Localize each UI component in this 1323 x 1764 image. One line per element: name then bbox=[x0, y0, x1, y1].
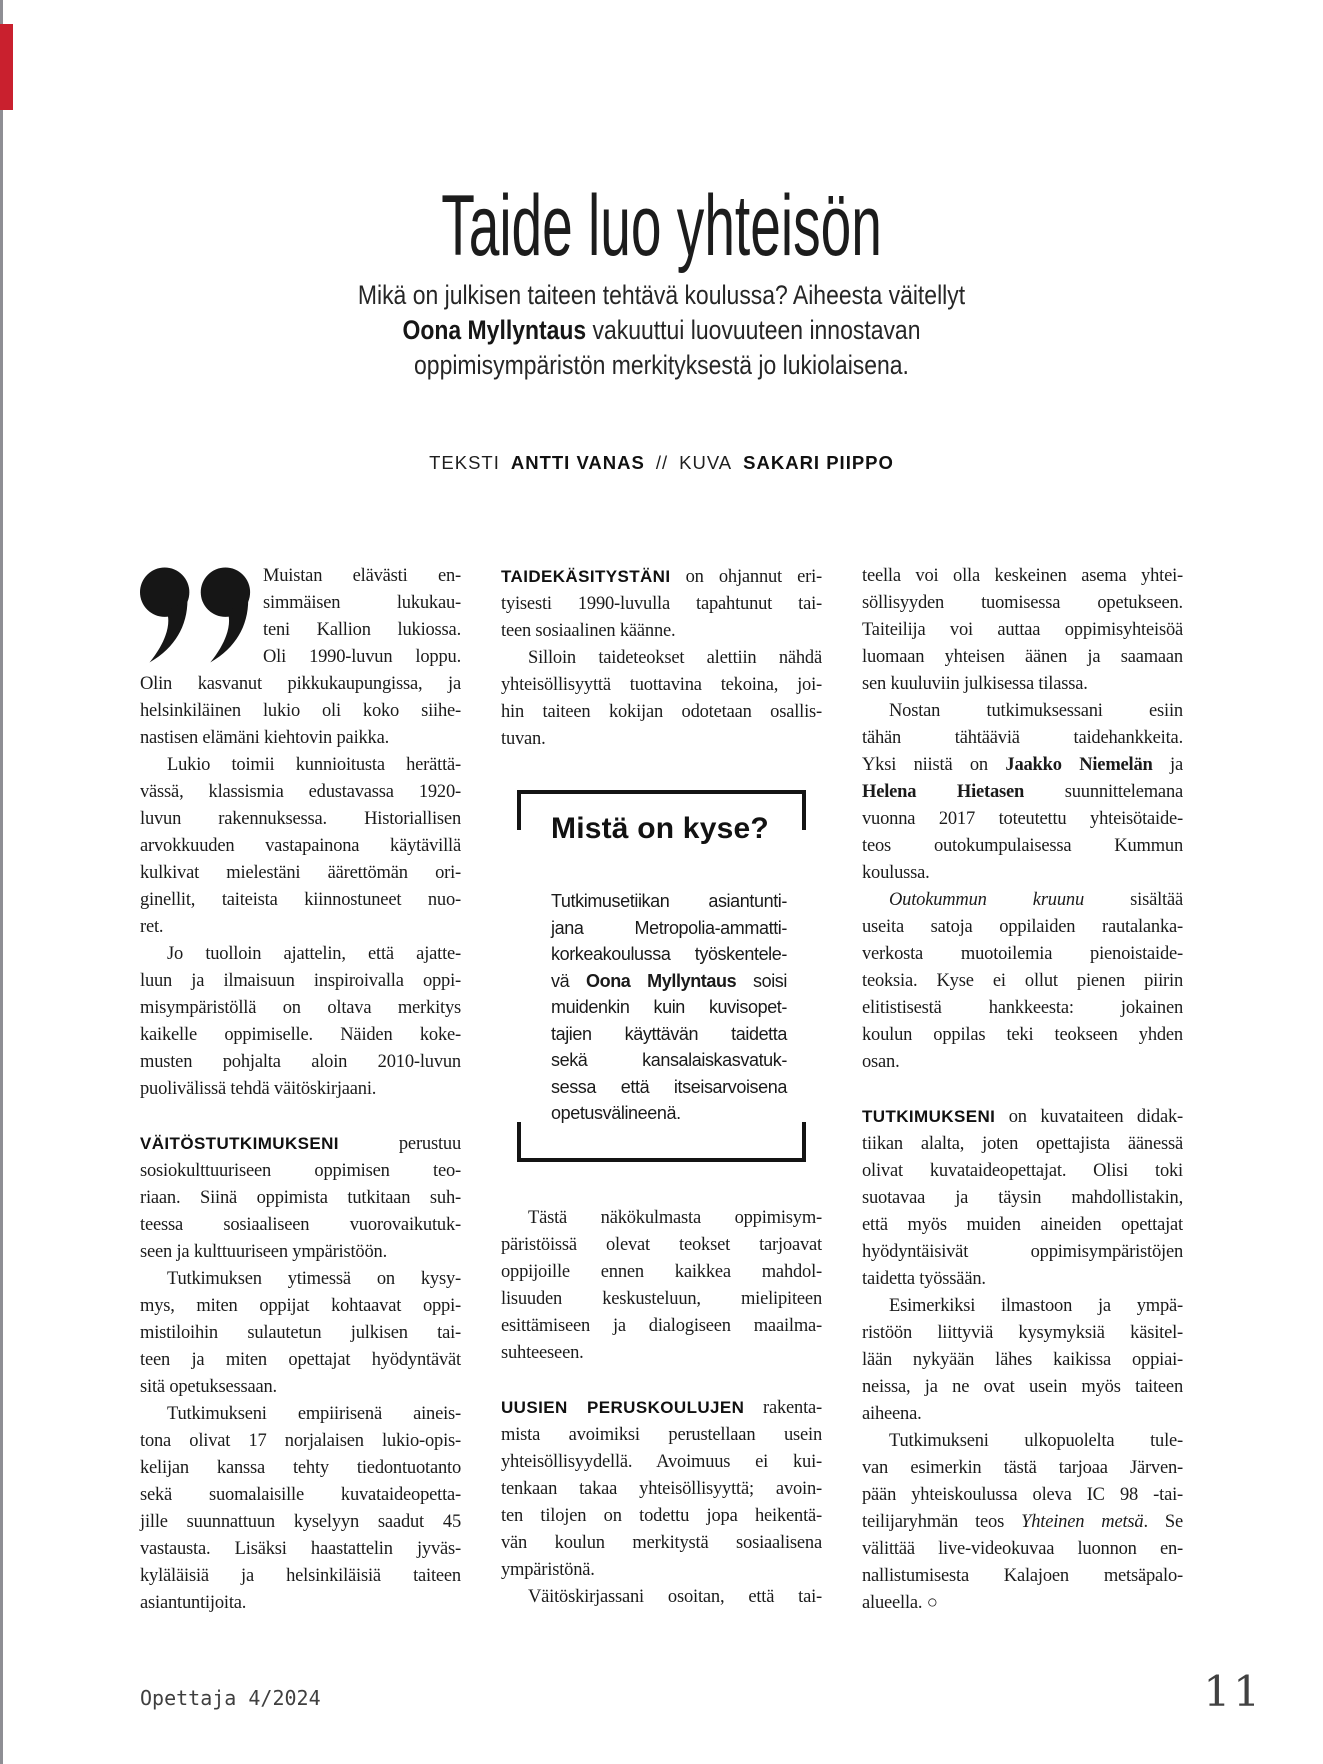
body-line: Jo tuolloin ajattelin, että ajatte- bbox=[167, 944, 461, 964]
info-box-line: Tutkimusetiikan asiantunti- bbox=[551, 891, 787, 911]
paragraph bbox=[862, 563, 1183, 698]
paragraph bbox=[140, 941, 461, 1103]
body-line: luun ja ilmaisuun inspiroivalla oppi- bbox=[140, 971, 461, 991]
info-box-line: sessa että itseisarvoisena bbox=[551, 1076, 787, 1097]
paragraph bbox=[862, 1103, 1183, 1293]
body-line: yhteisöllisyyttä tuottavina tekoina, joi- bbox=[501, 675, 822, 695]
body-line: tyisesti 1990-luvulla tapahtunut tai- bbox=[501, 594, 822, 614]
body-line: simmäisen lukukau- bbox=[263, 593, 461, 613]
body-line: seen ja kulttuuriseen ympäristöön. bbox=[140, 1242, 388, 1262]
body-line: mista avoimiksi perustellaan usein bbox=[501, 1425, 822, 1445]
byline-photo-label: KUVA bbox=[679, 452, 733, 473]
body-line: ten tilojen on todettu jopa heikentä- bbox=[501, 1506, 822, 1526]
body-line: jille suunnattuun kyselyyn saadut 45 bbox=[140, 1512, 461, 1532]
body-line: Tutkimukseni empiirisenä aineis- bbox=[167, 1404, 461, 1424]
body-line: nastisen elämäni kiehtovin paikka. bbox=[140, 728, 390, 748]
body-line: Olin kasvanut pikkukaupungissa, ja bbox=[140, 674, 461, 694]
info-box-corner bbox=[517, 790, 521, 830]
info-box-corner bbox=[517, 1122, 521, 1162]
body-line: ristöön liittyviä kysymyksiä käsitel- bbox=[862, 1323, 1183, 1343]
body-line: vuonna 2017 toteutettu yhteisötaide- bbox=[862, 809, 1183, 829]
body-line: verkosta muotoilemia pienoistaide- bbox=[862, 944, 1183, 964]
body-line: osan. bbox=[862, 1052, 900, 1072]
body-line: teos outokumpulaisessa Kummun bbox=[862, 836, 1183, 856]
column-2-top bbox=[501, 563, 822, 753]
info-box bbox=[517, 790, 806, 1162]
byline-author: ANTTI VANAS bbox=[510, 452, 645, 473]
body-line: kelijan kanssa tehty tiedontuotanto bbox=[140, 1458, 461, 1478]
page-number: 11 bbox=[1203, 1667, 1263, 1716]
article-header bbox=[238, 168, 1085, 284]
body-line: Lukio toimii kunnioitusta herättä- bbox=[167, 755, 461, 775]
body-line: luvun rakennuksessa. Historiallisen bbox=[140, 809, 461, 829]
column-3 bbox=[862, 563, 1183, 1617]
body-line: söllisyyden tuomisessa opetukseen. bbox=[862, 593, 1183, 613]
body-line: VÄITÖSTUTKIMUKSENI perustuu bbox=[140, 1134, 461, 1154]
info-box-body bbox=[551, 888, 787, 1127]
paragraph bbox=[862, 698, 1183, 887]
body-line: van esimerkin tästä tarjoaa Järven- bbox=[862, 1458, 1183, 1478]
section-red-tab bbox=[0, 24, 13, 110]
paragraph bbox=[140, 1130, 461, 1266]
body-line: asiantuntijoita. bbox=[140, 1593, 247, 1613]
info-box-corner bbox=[802, 1122, 806, 1162]
body-line: elitistisestä hankkeesta: jokainen bbox=[862, 998, 1183, 1018]
info-box-line: korkeakoulussa työskentele- bbox=[551, 944, 787, 964]
body-line: taidetta työssään. bbox=[862, 1269, 986, 1289]
page-edge-line bbox=[0, 0, 3, 1764]
body-line: esittämiseen ja dialogiseen maailma- bbox=[501, 1316, 822, 1336]
body-line: useita satoja oppilaiden rautalanka- bbox=[862, 917, 1183, 937]
paragraph bbox=[140, 1401, 461, 1617]
body-line: Nostan tutkimuksessani esiin bbox=[889, 701, 1183, 721]
body-line: tona olivat 17 norjalaisen lukio-opis- bbox=[140, 1431, 461, 1451]
body-line: Väitöskirjassani osoitan, että tai- bbox=[528, 1587, 822, 1607]
body-line: arvokkuuden vastapainona käytävillä bbox=[140, 836, 461, 856]
body-line: kyläläisiä ja helsinkiläisiä taiteen bbox=[140, 1566, 461, 1586]
body-line: vastausta. Lisäksi haastattelin jyväs- bbox=[140, 1539, 461, 1559]
byline-text-label: TEKSTI bbox=[429, 452, 500, 473]
info-box-line: vä Oona Myllyntaus soisi bbox=[551, 970, 788, 991]
body-line: luomaan yhteisen äänen ja saamaan bbox=[862, 647, 1183, 667]
paragraph bbox=[862, 887, 1183, 1076]
body-line: kulkivat mielestäni äärettömän ori- bbox=[140, 863, 461, 883]
body-line: musten pohjalta aloin 2010-luvun bbox=[140, 1052, 461, 1072]
body-line: tenkaan takaa yhteisöllisyyttä; avoin- bbox=[501, 1479, 822, 1499]
body-line: yhteisöllisyydellä. Avoimuus ei kui- bbox=[501, 1452, 822, 1472]
body-line: teen ja miten opettajat hyödyntävät bbox=[140, 1350, 461, 1370]
body-line: tähän tähtääviä taidehankkeita. bbox=[862, 728, 1183, 748]
body-line: TUTKIMUKSENI on kuvataiteen didak- bbox=[862, 1107, 1183, 1127]
body-line: teella voi olla keskeinen asema yhtei- bbox=[862, 566, 1183, 586]
paragraph bbox=[501, 563, 822, 645]
column-2-bottom bbox=[501, 1205, 822, 1611]
standfirst-line: Mikä on julkisen taiteen tehtävä koulussa? Aiheesta väitellyt bbox=[357, 280, 966, 310]
body-line: aiheena. bbox=[862, 1404, 922, 1424]
body-line: suhteeseen. bbox=[501, 1343, 584, 1363]
body-line: sosiokulttuuriseen oppimisen teo- bbox=[140, 1161, 461, 1181]
byline-photographer: SAKARI PIIPPO bbox=[743, 452, 894, 473]
paragraph bbox=[501, 1205, 822, 1367]
body-line: Yksi niistä on Jaakko Niemelän ja bbox=[862, 755, 1183, 775]
body-line: Tästä näkökulmasta oppimisym- bbox=[528, 1208, 822, 1228]
standfirst-line: Oona Myllyntaus vakuuttui luovuuteen innostavan bbox=[402, 315, 921, 345]
pull-quote-icon bbox=[140, 563, 263, 671]
body-line: nallistumisesta Kalajoen metsäpalo- bbox=[862, 1566, 1183, 1586]
byline-separator: // bbox=[655, 452, 669, 473]
body-line: ret. bbox=[140, 917, 164, 937]
body-line: Taiteilija voi auttaa oppimisyhteisöä bbox=[862, 620, 1183, 640]
body-line: teoksia. Kyse ei ollut pienen piirin bbox=[862, 971, 1183, 991]
body-line: puolivälissä tehdä väitöskirjaani. bbox=[140, 1079, 377, 1099]
body-line: mistiloihin sulautetun julkisen tai- bbox=[140, 1323, 461, 1343]
body-line: teen sosiaalinen käänne. bbox=[501, 621, 676, 641]
body-line: Helena Hietasen suunnittelemana bbox=[862, 782, 1184, 802]
body-line: sekä suomalaisille kuvataideopetta- bbox=[140, 1485, 461, 1505]
page-title: Taide luo yhteisön bbox=[441, 178, 882, 274]
body-line: oppijoille ennen kaikkea mahdol- bbox=[501, 1262, 822, 1282]
body-line: Silloin taideteokset alettiin nähdä bbox=[528, 648, 822, 668]
body-line: pään yhteiskoulussa oleva IC 98 -tai- bbox=[862, 1485, 1183, 1505]
body-line: Oli 1990-luvun loppu. bbox=[263, 647, 461, 667]
column-1 bbox=[140, 563, 461, 1617]
info-box-line: opetusvälineenä. bbox=[551, 1103, 681, 1123]
standfirst-line: oppimisympäristön merkityksestä jo lukiolaisena. bbox=[414, 350, 909, 380]
body-line: misympäristöllä on oltava merkitys bbox=[140, 998, 461, 1018]
body-line: helsinkiläinen lukio oli koko siihe- bbox=[140, 701, 461, 721]
info-box-line: jana Metropolia-ammatti- bbox=[551, 917, 787, 938]
body-line: TAIDEKÄSITYSTÄNI on ohjannut eri- bbox=[501, 567, 822, 587]
info-box-line: muidenkin kuin kuvisopet- bbox=[551, 997, 787, 1017]
byline bbox=[0, 450, 1323, 476]
paragraph bbox=[501, 1394, 822, 1584]
body-line: ginellit, taiteista kiinnostuneet nuo- bbox=[140, 890, 461, 910]
body-line: tiikan alalta, joten opettajista äänessä bbox=[862, 1134, 1183, 1154]
lead-in-word: TUTKIMUKSENI bbox=[862, 1107, 996, 1126]
info-box-title: Mistä on kyse? bbox=[551, 812, 769, 845]
body-line: riaan. Siinä oppimista tutkitaan suh- bbox=[140, 1188, 461, 1208]
body-line: hyödyntäisivät oppimisympäristöjen bbox=[862, 1242, 1183, 1262]
body-line: teilijaryhmän teos Yhteinen metsä. Se bbox=[862, 1512, 1184, 1532]
info-box-border-top bbox=[517, 790, 806, 794]
body-line: ympäristönä. bbox=[501, 1560, 595, 1580]
lead-in-word: VÄITÖSTUTKIMUKSENI bbox=[140, 1134, 339, 1153]
body-line: lisuuden keskusteluun, mielipiteen bbox=[501, 1289, 822, 1309]
lead-in-word: UUSIEN PERUSKOULUJEN bbox=[501, 1398, 745, 1417]
body-line: välittää live-videokuvaa luonnon en- bbox=[862, 1539, 1183, 1559]
paragraph bbox=[140, 752, 461, 941]
paragraph bbox=[501, 645, 822, 753]
body-line: Tutkimukseni ulkopuolelta tule- bbox=[889, 1431, 1183, 1451]
paragraph bbox=[140, 1266, 461, 1401]
body-line: sitä opetuksessaan. bbox=[140, 1377, 277, 1397]
standfirst bbox=[99, 278, 1224, 383]
body-line: lään nykyään lähes kaikissa oppiai- bbox=[862, 1350, 1183, 1370]
body-line: teni Kallion lukiossa. bbox=[263, 620, 461, 640]
body-line: päristöissä olevat teokset tarjoavat bbox=[501, 1235, 822, 1255]
body-line: Tutkimuksen ytimessä on kysy- bbox=[167, 1269, 461, 1289]
body-line: Muistan elävästi en- bbox=[263, 566, 461, 586]
body-line: olivat kuvataideopettajat. Olisi toki bbox=[862, 1161, 1183, 1181]
body-line: Esimerkiksi ilmastoon ja ympä- bbox=[889, 1296, 1183, 1316]
body-line: alueella. ○ bbox=[862, 1593, 938, 1613]
magazine-issue-label: Opettaja 4/2024 bbox=[140, 1686, 321, 1710]
body-line: Outokummun kruunu sisältää bbox=[889, 890, 1183, 910]
body-line: tuvan. bbox=[501, 729, 546, 749]
body-line: vässä, klassismia edustavassa 1920- bbox=[140, 782, 461, 802]
body-line: sen kuuluviin julkisessa tilassa. bbox=[862, 674, 1088, 694]
body-line: että myös muiden aineiden opettajat bbox=[862, 1215, 1183, 1235]
lead-in-word: TAIDEKÄSITYSTÄNI bbox=[501, 567, 671, 586]
paragraph bbox=[501, 1584, 822, 1611]
body-line: teessa sosiaaliseen vuorovaikutuk- bbox=[140, 1215, 461, 1235]
body-line: vän koulun merkitystä sosiaalisena bbox=[501, 1533, 822, 1553]
body-line: UUSIEN PERUSKOULUJEN rakenta- bbox=[501, 1398, 822, 1418]
body-line: suotavaa ja täysin mahdollistakin, bbox=[862, 1188, 1183, 1208]
paragraph bbox=[862, 1428, 1183, 1617]
info-box-line: sekä kansalaiskasvatuk- bbox=[551, 1050, 787, 1070]
info-box-border-bottom bbox=[517, 1158, 806, 1162]
info-box-line: tajien käyttävän taidetta bbox=[551, 1023, 787, 1044]
info-box-corner bbox=[802, 790, 806, 830]
body-line: koulussa. bbox=[862, 863, 930, 883]
body-line: hin taiteen kokijan odotetaan osallis- bbox=[501, 702, 822, 722]
paragraph bbox=[862, 1293, 1183, 1428]
body-line: mys, miten oppijat kohtaavat oppi- bbox=[140, 1296, 461, 1316]
body-line: neissa, ja ne ovat usein myös taiteen bbox=[862, 1377, 1183, 1397]
body-line: koulun oppilas teki teokseen yhden bbox=[862, 1025, 1183, 1045]
body-line: kaikelle oppimiselle. Näiden koke- bbox=[140, 1025, 461, 1045]
